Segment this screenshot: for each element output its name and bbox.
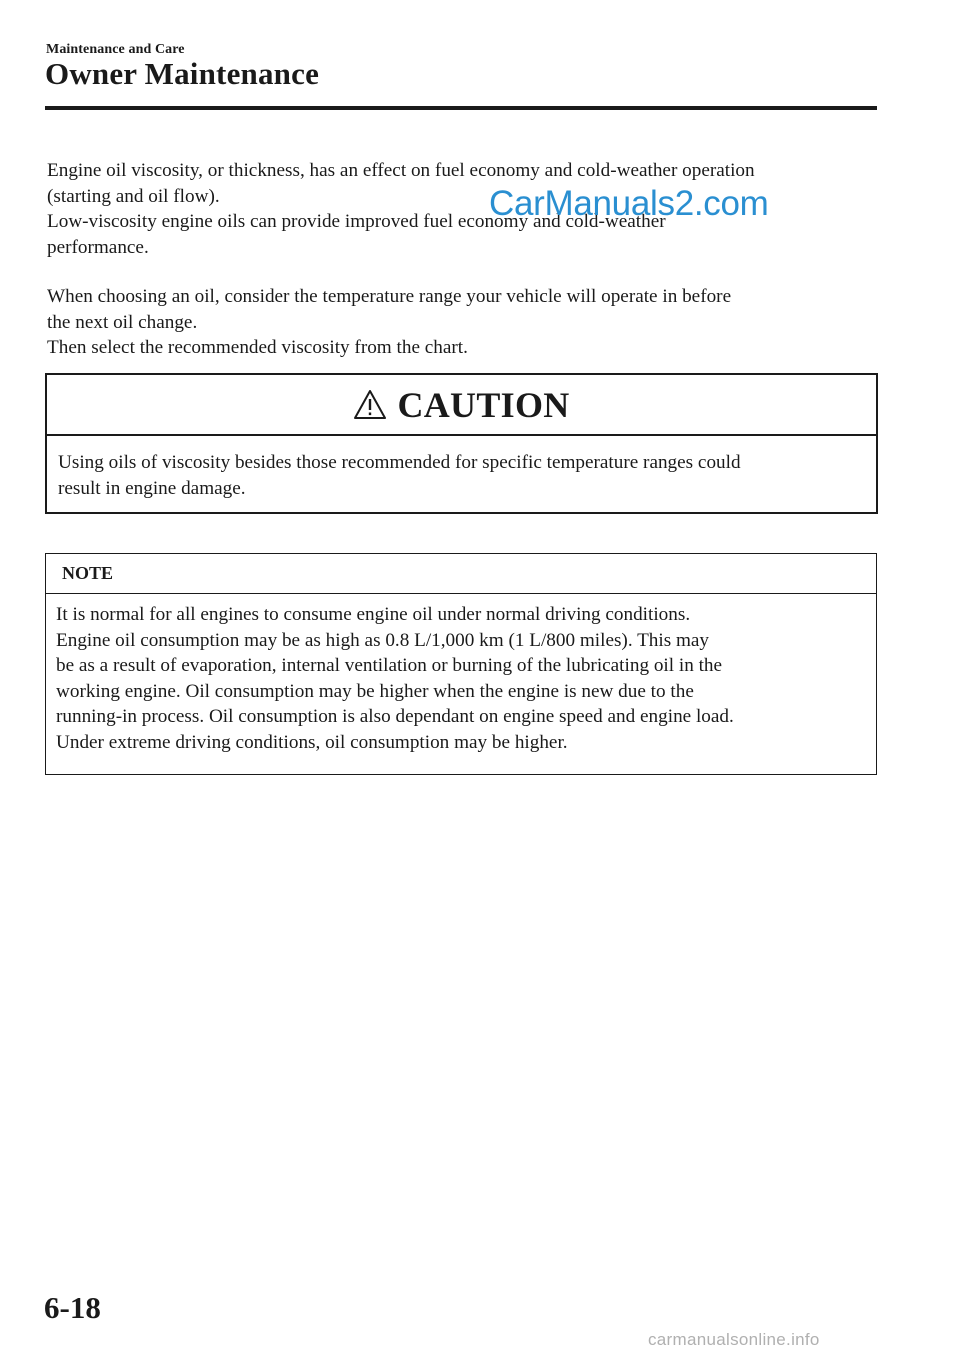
text-line: be as a result of evaporation, internal ventilation or burning of the lubricating oil in the bbox=[56, 655, 723, 676]
caution-header bbox=[47, 375, 876, 436]
text-line: performance. bbox=[47, 236, 149, 258]
title-rule bbox=[45, 106, 877, 110]
warning-triangle-icon bbox=[353, 389, 387, 420]
note-title: NOTE bbox=[46, 554, 876, 594]
text-line: Engine oil consumption may be as high as 0.8 L/1,000 km (1 L/800 miles). This may bbox=[56, 629, 710, 651]
text-line: working engine. Oil consumption may be higher when the engine is new due to the bbox=[56, 680, 694, 702]
text-line: Under extreme driving conditions, oil consumption may be higher. bbox=[56, 731, 568, 753]
text-line: running-in process. Oil consumption is also dependant on engine speed and engine load. bbox=[56, 706, 734, 727]
footer-watermark: carmanualsonline.info bbox=[648, 1330, 820, 1349]
text-line: Using oils of viscosity besides those recommended for specific temperature ranges could bbox=[58, 452, 741, 473]
section-label: Maintenance and Care bbox=[46, 42, 185, 57]
page-number: 6-18 bbox=[44, 1290, 101, 1325]
caution-box bbox=[45, 373, 878, 514]
text-line: When choosing an oil, consider the temperature range your vehicle will operate in before bbox=[47, 286, 732, 307]
note-body bbox=[46, 594, 876, 755]
text-line: It is normal for all engines to consume engine oil under normal driving conditions. bbox=[56, 604, 691, 625]
text-line: (starting and oil flow). bbox=[47, 185, 220, 207]
page-title: Owner Maintenance bbox=[45, 56, 320, 91]
caution-title: CAUTION bbox=[397, 384, 570, 425]
watermark: CarManuals2.com bbox=[489, 184, 769, 223]
text-line: Engine oil viscosity, or thickness, has an effect on fuel economy and cold-weather operation bbox=[47, 160, 755, 181]
text-line: Then select the recommended viscosity from the chart. bbox=[47, 337, 468, 358]
text-line: result in engine damage. bbox=[58, 478, 246, 499]
note-box bbox=[45, 553, 877, 775]
text-line: Low-viscosity engine oils can provide improved fuel economy and cold-weather bbox=[47, 211, 666, 232]
paragraph-choosing-oil bbox=[47, 284, 887, 361]
text-line: the next oil change. bbox=[47, 311, 198, 333]
caution-body bbox=[47, 436, 876, 502]
